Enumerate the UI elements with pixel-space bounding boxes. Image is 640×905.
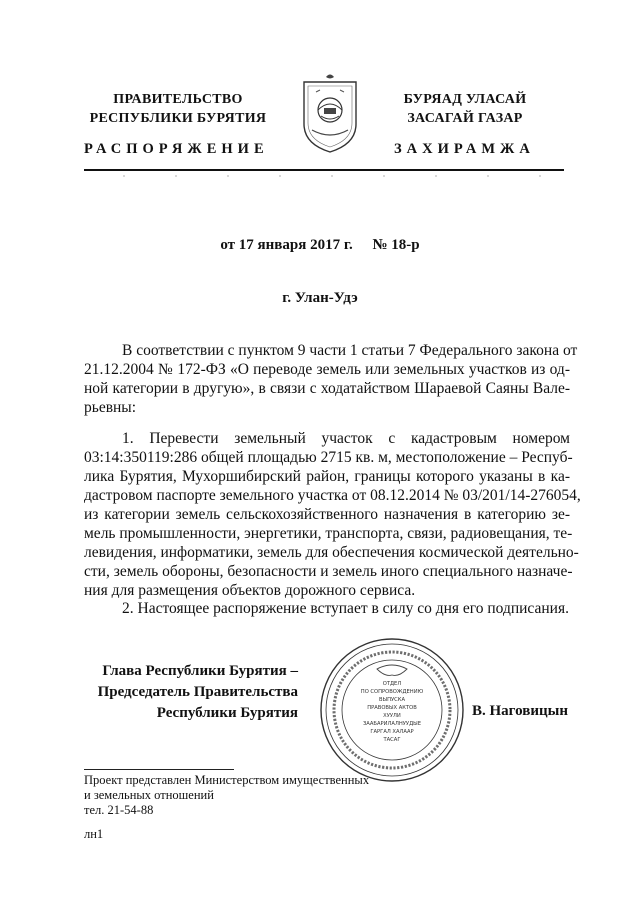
- doc-type-russian: РАСПОРЯЖЕНИЕ: [84, 141, 269, 157]
- document-city: г. Улан-Удэ: [282, 290, 358, 306]
- document-number: № 18-р: [372, 237, 420, 253]
- seal-line: ТАСАГ: [383, 737, 401, 743]
- header-dotted-divider: [84, 174, 564, 178]
- seal-line: ПО СОПРОВОЖДЕНИЮ: [360, 689, 424, 695]
- item-1-line: левидения, информатики, земель для обеспечения космической деятельно-: [84, 544, 579, 561]
- author-initials: лн1: [84, 827, 104, 841]
- date-number-line: [0, 237, 640, 254]
- footer-line: Проект представлен Министерством имущественных: [84, 773, 370, 787]
- footer-divider: [84, 769, 234, 770]
- header-right-block: [372, 90, 558, 128]
- signatory-title-line2: Председатель Правительства: [97, 684, 298, 700]
- item-1-line: 03:14:350119:286 общей площадью 2715 кв. м, местоположение – Респуб-: [84, 449, 573, 466]
- header-right-line2: ЗАСАГАЙ ГАЗАР: [407, 111, 523, 126]
- preamble-line: 21.12.2004 № 172-ФЗ «О переводе земель или земельных участков из од-: [84, 361, 570, 378]
- item-2-line: 2. Настоящее распоряжение вступает в силу со дня его подписания.: [122, 600, 569, 617]
- seal-line: ОТДЕЛ: [382, 681, 402, 687]
- preamble-line: ной категории в другую», в связи с ходатайством Шараевой Саяны Вале-: [84, 380, 570, 397]
- header-left-block: [78, 90, 278, 128]
- header-right-line1: БУРЯАД УЛАСАЙ: [403, 92, 527, 107]
- coat-of-arms-emblem-icon: [298, 72, 362, 156]
- header-divider: [84, 169, 564, 171]
- signatory-title: [84, 661, 298, 724]
- footer-note: [84, 773, 369, 818]
- item-1-line: из категории земель сельскохозяйственного назначения в категорию зе-: [84, 506, 570, 523]
- seal-line: ВЫПУСКА: [378, 697, 406, 703]
- item-1-line: лика Бурятия, Мухоршибирский район, границы которого указаны в ка-: [84, 468, 570, 485]
- paragraph-item-1: [84, 429, 581, 600]
- footer-line: и земельных отношений: [84, 788, 214, 802]
- signatory-title-line3: Республики Бурятия: [156, 705, 298, 721]
- item-1-line: сти, земель обороны, безопасности и земель иного специального назначе-: [84, 563, 573, 580]
- item-1-line: дастровом паспорте земельного участка от 08.12.2014 № 03/201/14-276054,: [84, 487, 581, 504]
- header-left-line2: РЕСПУБЛИКИ БУРЯТИЯ: [89, 111, 267, 126]
- paragraph-preamble: [84, 341, 578, 417]
- official-stamp-seal: [319, 637, 465, 783]
- document-date: от 17 января 2017 г.: [220, 237, 353, 253]
- preamble-line: В соответствии с пунктом 9 части 1 статьи 7 Федерального закона от: [122, 342, 578, 359]
- header-left-line1: ПРАВИТЕЛЬСТВО: [113, 92, 243, 107]
- seal-line: ЗААБАРИЛАЛНУУДЫЕ: [362, 721, 422, 727]
- item-1-line: 1. Перевести земельный участок с кадастровым номером: [122, 430, 570, 447]
- paragraph-item-2: [84, 599, 570, 618]
- item-1-line: мель промышленности, энергетики, транспорта, связи, радиовещания, те-: [84, 525, 573, 542]
- footer-phone: тел. 21-54-88: [84, 803, 154, 817]
- seal-line: ПРАВОВЫХ АКТОВ: [367, 705, 417, 711]
- seal-line: ГАРГАЛ ХАЛААР: [370, 729, 414, 735]
- item-1-line: ния для размещения объектов дорожного сервиса.: [84, 582, 416, 599]
- signatory-name: В. Наговицын: [472, 703, 568, 719]
- signatory-title-line1: Глава Республики Бурятия –: [102, 663, 298, 679]
- seal-line: ХУУЛИ: [383, 713, 401, 719]
- preamble-line: рьевны:: [84, 399, 137, 416]
- doc-type-buryat: ЗАХИРАМЖА: [394, 141, 535, 157]
